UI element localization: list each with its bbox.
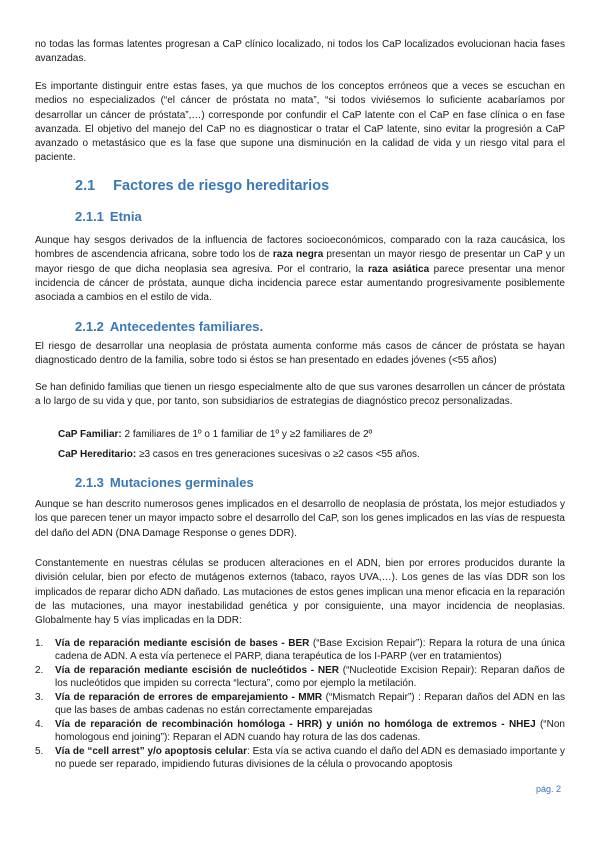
definition-text: ≥3 casos en tres generaciones sucesivas o ≥2 casos <55 años. [136,449,420,460]
list-item [35,691,565,717]
paragraph-familiares-1: El riesgo de desarrollar una neoplasia de próstata aumenta conforme más casos de cáncer de próstata se hayan diagnosticado dentro de la familia, sobre todo si éstos se han presentado en edades jóvenes (<55 años) [35,341,565,367]
paragraph-etnia [35,234,565,305]
etnia-text-2: presentan un mayor riesgo de presentar un CaP y un mayor riesgo de que dicha neoplasia sea agresiva. Por el contrario, la [35,249,565,275]
pathway-description: (“Base Excision Repair”): Repara la rotura de una única cadena de ADN. A esta vía pertenece el PARP, diana terapéutica de los I-PARP (ver en tratamientos) [55,638,565,662]
section-number: 2.1 [75,178,96,194]
paragraph-familiares-2: Se han definido familias que tienen un riesgo especialmente alto de que sus varones desarrollen un cáncer de próstata a lo largo de su vida y que, por tanto, son subsidiarios de estrategias de diagnóstico precoz personalizadas. [35,382,565,408]
pathway-name: Vía de reparación de recombinación homóloga - HRR) y unión no homóloga de extremos - NHEJ [55,719,536,730]
section-title: Mutaciones germinales [109,475,254,490]
section-number: 2.1.1 [75,209,104,224]
paragraph-phases: Es importante distinguir entre estas fases, ya que muchos de los conceptos erróneos que a veces se escuchan en medios no especializados (“el cáncer de próstata no mata”, “si todos viviésemos lo suficiente acabaríamos por desarrollar un cáncer de próstata”,…) corresponde por confundir el CaP latente con el CaP en fase clínica o en fase avanzada. El objetivo del manejo del CaP no es diagnosticar o tratar el CaP latente, sino evitar la progresión a CaP avanzado o metastásico que es la fase que supone una disminución en la calidad de vida y un riesgo vital para el paciente. [35,81,565,164]
etnia-text-1: Aunque hay sesgos derivados de la influencia de factores socioeconómicos, comparado con la raza caucásica, los hombres de ascendencia africana, sobre todo los de [35,235,565,261]
section-title: Factores de riesgo hereditarios [113,178,330,194]
pathway-name: Vía de “cell arrest” y/o apoptosis celular [55,746,248,757]
pathway-name: Vía de reparación mediante escisión de bases - BER [55,638,310,649]
list-number: 1. [35,638,44,649]
pathway-description: : Esta vía se activa cuando el daño del ADN es demasiado importante y no puede ser reparado, impidiendo futuras divisiones de la célula o provocando apoptosis [55,746,565,770]
list-number: 5. [35,746,44,757]
list-item [35,745,565,771]
paragraph-intro: no todas las formas latentes progresan a CaP clínico localizado, ni todos los CaP localizados evolucionan hacia fases avanzadas. [35,39,565,65]
pathway-name: Vía de reparación mediante escisión de nucleótidos - NER [55,665,340,676]
section-2-1-1-heading [75,209,142,224]
list-number: 4. [35,719,44,730]
section-number: 2.1.2 [75,319,104,334]
paragraph-mutaciones-2: Constantemente en nuestras células se producen alteraciones en el ADN, bien por errores producidos durante la división celular, bien por efecto de mutágenos externos (tabaco, rayos UVA,…). Los genes de las vías DDR son los implicados de reparar dicho ADN dañado. Las mutaciones de estos genes implican una menor eficacia en la reparación de las mutaciones, una mayor inestabilidad genética y por consiguiente, una mayor incidencia de neoplasias. Globalmente hay 5 vías implicadas en la DDR: [35,558,565,627]
list-number: 3. [35,692,44,703]
etnia-text-3: parece presentar una menor incidencia de cáncer de próstata, aunque dicha incidencia parece estar aumentando progresivamente posiblemente asociada a cambios en el estilo de vida. [35,263,565,304]
page-number: pág. 2 [536,784,562,794]
list-number: 2. [35,665,44,676]
ddr-pathways-list [35,637,565,772]
section-2-1-3-heading [75,475,254,490]
section-title: Etnia [109,209,142,224]
section-2-1-heading [75,178,329,194]
list-item [35,718,565,744]
pathway-description: (“Nucleotide Excision Repair): Reparan daños de los nucleótidos que impiden su correcta “lectura”, como por ejemplo la metilación. [55,665,565,689]
pathway-description: (“Non homologous end joining”): Reparan el ADN cuando hay rotura de las dos cadenas. [55,719,565,743]
etnia-bold-raza-negra: raza negra [272,249,324,261]
section-number: 2.1.3 [75,475,104,490]
paragraph-mutaciones-1: Aunque se han descrito numerosos genes implicados en el desarrollo de neoplasia de próstata, los mejor estudiados y los que parecen tener un mayor impacto sobre el desarrollo del CaP, son los genes implicados en las vías de respuesta del daño del ADN (DNA Damage Response o genes DDR). [35,499,565,539]
definition-label: CaP Hereditario: [58,449,137,460]
definition-cap-familiar [58,428,372,442]
etnia-bold-raza-asiatica: raza asiática [367,263,430,275]
list-item [35,637,565,663]
pathway-description: (“Mismatch Repair”) : Reparan daños del ADN en las que las bases de ambas cadenas no están correctamente emparejadas [55,692,565,716]
definition-label: CaP Familiar: [58,429,122,440]
section-2-1-2-heading [75,319,263,334]
definition-text: 2 familiares de 1º o 1 familiar de 1º y ≥2 familiares de 2º [121,429,373,440]
list-item [35,664,565,690]
pathway-name: Vía de reparación de errores de emparejamiento - MMR [55,692,323,703]
section-title: Antecedentes familiares. [109,319,264,334]
definition-cap-hereditario [58,448,420,462]
